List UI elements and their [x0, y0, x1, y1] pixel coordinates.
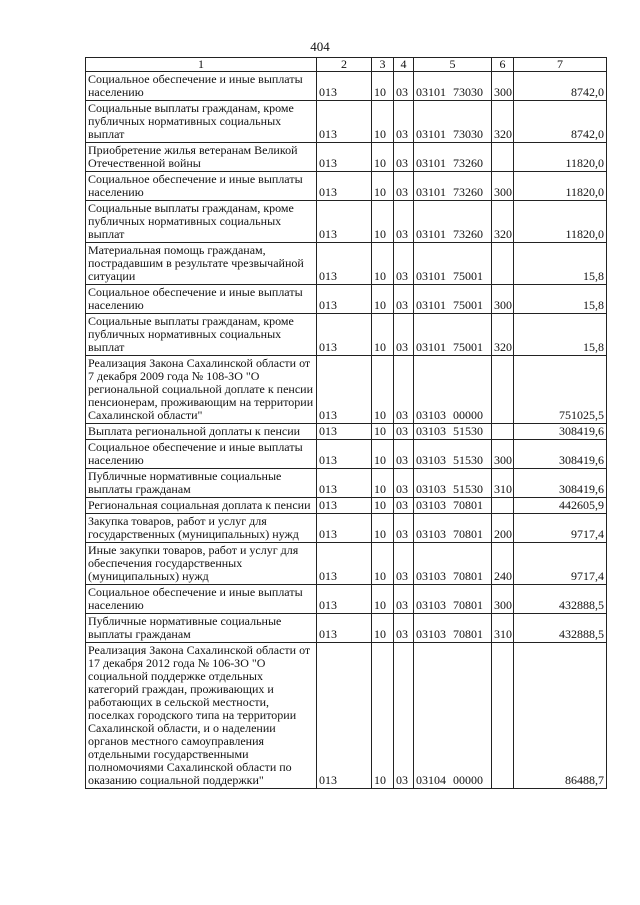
table-row [86, 498, 607, 514]
cell-name: Социальное обеспечение и иные выплаты населению [86, 585, 317, 614]
table-row [86, 201, 607, 243]
cell-admin-code: 013 [317, 614, 372, 643]
header-col-7: 7 [514, 58, 607, 72]
cell-expense-type: 200 [492, 514, 514, 543]
cell-admin-code: 013 [317, 72, 372, 101]
cell-amount: 308419,6 [514, 424, 607, 440]
cell-section: 10 [372, 469, 394, 498]
cell-expense-type: 300 [492, 585, 514, 614]
cell-admin-code: 013 [317, 498, 372, 514]
cell-name: Социальное обеспечение и иные выплаты населению [86, 440, 317, 469]
table-row [86, 614, 607, 643]
table-row [86, 585, 607, 614]
cell-section: 10 [372, 424, 394, 440]
cell-expense-type: 300 [492, 440, 514, 469]
cell-amount: 751025,5 [514, 356, 607, 424]
cell-target-code: 03103 70801 [414, 614, 492, 643]
cell-amount: 308419,6 [514, 440, 607, 469]
cell-expense-type [492, 356, 514, 424]
cell-section: 10 [372, 314, 394, 356]
table-row [86, 356, 607, 424]
cell-expense-type: 300 [492, 72, 514, 101]
cell-target-code: 03101 73030 [414, 101, 492, 143]
cell-expense-type: 320 [492, 314, 514, 356]
cell-section: 10 [372, 172, 394, 201]
table-row [86, 643, 607, 789]
cell-section: 10 [372, 498, 394, 514]
cell-section: 10 [372, 285, 394, 314]
cell-target-code: 03103 51530 [414, 469, 492, 498]
cell-name: Социальные выплаты гражданам, кроме публичных нормативных социальных выплат [86, 101, 317, 143]
cell-target-code: 03103 70801 [414, 585, 492, 614]
cell-amount: 8742,0 [514, 101, 607, 143]
cell-section: 10 [372, 101, 394, 143]
table-row [86, 424, 607, 440]
table-row [86, 440, 607, 469]
cell-target-code: 03101 75001 [414, 285, 492, 314]
cell-subsection: 03 [394, 356, 414, 424]
table-row [86, 101, 607, 143]
cell-section: 10 [372, 514, 394, 543]
header-col-1: 1 [86, 58, 317, 72]
cell-admin-code: 013 [317, 172, 372, 201]
cell-name: Закупка товаров, работ и услуг для государственных (муниципальных) нужд [86, 514, 317, 543]
table-row [86, 72, 607, 101]
cell-amount: 11820,0 [514, 172, 607, 201]
table-row [86, 514, 607, 543]
cell-amount: 11820,0 [514, 143, 607, 172]
cell-name: Социальные выплаты гражданам, кроме публичных нормативных социальных выплат [86, 201, 317, 243]
cell-target-code: 03103 51530 [414, 440, 492, 469]
cell-section: 10 [372, 72, 394, 101]
cell-admin-code: 013 [317, 440, 372, 469]
cell-expense-type [492, 143, 514, 172]
cell-subsection: 03 [394, 143, 414, 172]
cell-name: Материальная помощь гражданам, пострадавшим в результате чрезвычайной ситуации [86, 243, 317, 285]
cell-expense-type [492, 424, 514, 440]
cell-expense-type [492, 643, 514, 789]
cell-admin-code: 013 [317, 201, 372, 243]
cell-subsection: 03 [394, 469, 414, 498]
cell-name: Социальное обеспечение и иные выплаты населению [86, 172, 317, 201]
cell-target-code: 03101 73260 [414, 201, 492, 243]
cell-amount: 308419,6 [514, 469, 607, 498]
cell-expense-type: 240 [492, 543, 514, 585]
cell-name: Реализация Закона Сахалинской области от 7 декабря 2009 года № 108-ЗО "О региональной социальной доплате к пенсии пенсионерам, проживающим на территории Сахалинской области" [86, 356, 317, 424]
table-row [86, 543, 607, 585]
table-row [86, 469, 607, 498]
cell-admin-code: 013 [317, 514, 372, 543]
cell-target-code: 03103 51530 [414, 424, 492, 440]
cell-section: 10 [372, 614, 394, 643]
cell-amount: 9717,4 [514, 543, 607, 585]
cell-section: 10 [372, 440, 394, 469]
cell-admin-code: 013 [317, 643, 372, 789]
cell-subsection: 03 [394, 440, 414, 469]
cell-admin-code: 013 [317, 469, 372, 498]
cell-subsection: 03 [394, 101, 414, 143]
cell-target-code: 03103 00000 [414, 356, 492, 424]
cell-section: 10 [372, 201, 394, 243]
table-row [86, 314, 607, 356]
cell-target-code: 03101 73260 [414, 172, 492, 201]
cell-expense-type: 320 [492, 201, 514, 243]
cell-subsection: 03 [394, 201, 414, 243]
cell-target-code: 03104 00000 [414, 643, 492, 789]
table-row [86, 285, 607, 314]
cell-section: 10 [372, 585, 394, 614]
cell-name: Социальное обеспечение и иные выплаты населению [86, 72, 317, 101]
cell-admin-code: 013 [317, 143, 372, 172]
cell-admin-code: 013 [317, 356, 372, 424]
cell-subsection: 03 [394, 172, 414, 201]
cell-admin-code: 013 [317, 585, 372, 614]
cell-section: 10 [372, 243, 394, 285]
cell-expense-type [492, 498, 514, 514]
cell-target-code: 03103 70801 [414, 543, 492, 585]
cell-subsection: 03 [394, 585, 414, 614]
cell-subsection: 03 [394, 643, 414, 789]
cell-name: Социальное обеспечение и иные выплаты населению [86, 285, 317, 314]
cell-amount: 15,8 [514, 243, 607, 285]
header-col-6: 6 [492, 58, 514, 72]
cell-name: Иные закупки товаров, работ и услуг для обеспечения государственных (муниципальных) нужд [86, 543, 317, 585]
cell-expense-type: 310 [492, 469, 514, 498]
cell-section: 10 [372, 543, 394, 585]
cell-name: Социальные выплаты гражданам, кроме публичных нормативных социальных выплат [86, 314, 317, 356]
cell-target-code: 03103 70801 [414, 514, 492, 543]
budget-table [85, 57, 607, 789]
header-row [86, 58, 607, 72]
cell-amount: 8742,0 [514, 72, 607, 101]
cell-expense-type [492, 243, 514, 285]
cell-admin-code: 013 [317, 424, 372, 440]
cell-admin-code: 013 [317, 101, 372, 143]
cell-subsection: 03 [394, 285, 414, 314]
cell-admin-code: 013 [317, 543, 372, 585]
cell-amount: 9717,4 [514, 514, 607, 543]
cell-admin-code: 013 [317, 314, 372, 356]
header-col-5: 5 [414, 58, 492, 72]
cell-subsection: 03 [394, 514, 414, 543]
table-row [86, 172, 607, 201]
cell-section: 10 [372, 356, 394, 424]
cell-section: 10 [372, 143, 394, 172]
page-number: 404 [310, 39, 330, 54]
cell-target-code: 03103 70801 [414, 498, 492, 514]
cell-amount: 15,8 [514, 314, 607, 356]
cell-section: 10 [372, 643, 394, 789]
cell-subsection: 03 [394, 543, 414, 585]
table-body [86, 72, 607, 789]
cell-amount: 432888,5 [514, 585, 607, 614]
cell-expense-type: 300 [492, 285, 514, 314]
cell-subsection: 03 [394, 72, 414, 101]
cell-admin-code: 013 [317, 243, 372, 285]
cell-amount: 11820,0 [514, 201, 607, 243]
cell-name: Публичные нормативные социальные выплаты гражданам [86, 614, 317, 643]
cell-amount: 432888,5 [514, 614, 607, 643]
cell-amount: 442605,9 [514, 498, 607, 514]
header-col-4: 4 [394, 58, 414, 72]
table-row [86, 143, 607, 172]
cell-subsection: 03 [394, 314, 414, 356]
cell-subsection: 03 [394, 424, 414, 440]
cell-target-code: 03101 73260 [414, 143, 492, 172]
cell-expense-type: 320 [492, 101, 514, 143]
cell-target-code: 03101 75001 [414, 314, 492, 356]
cell-expense-type: 300 [492, 172, 514, 201]
cell-name: Публичные нормативные социальные выплаты гражданам [86, 469, 317, 498]
cell-name: Выплата региональной доплаты к пенсии [86, 424, 317, 440]
cell-target-code: 03101 75001 [414, 243, 492, 285]
cell-name: Приобретение жилья ветеранам Великой Отечественной войны [86, 143, 317, 172]
header-col-3: 3 [372, 58, 394, 72]
table-row [86, 243, 607, 285]
cell-admin-code: 013 [317, 285, 372, 314]
header-col-2: 2 [317, 58, 372, 72]
cell-amount: 86488,7 [514, 643, 607, 789]
cell-subsection: 03 [394, 498, 414, 514]
cell-subsection: 03 [394, 243, 414, 285]
cell-subsection: 03 [394, 614, 414, 643]
cell-target-code: 03101 73030 [414, 72, 492, 101]
cell-amount: 15,8 [514, 285, 607, 314]
cell-name: Реализация Закона Сахалинской области от 17 декабря 2012 года № 106-ЗО "О социальной поддержке отдельных категорий граждан, проживающих и работающих в сельской местности, поселках городского типа на территории Сахалинской области, и о наделении органов местного самоуправления отдельными государственными полномочиями Сахалинской области по оказанию социальной поддержки" [86, 643, 317, 789]
cell-name: Региональная социальная доплата к пенсии [86, 498, 317, 514]
cell-expense-type: 310 [492, 614, 514, 643]
